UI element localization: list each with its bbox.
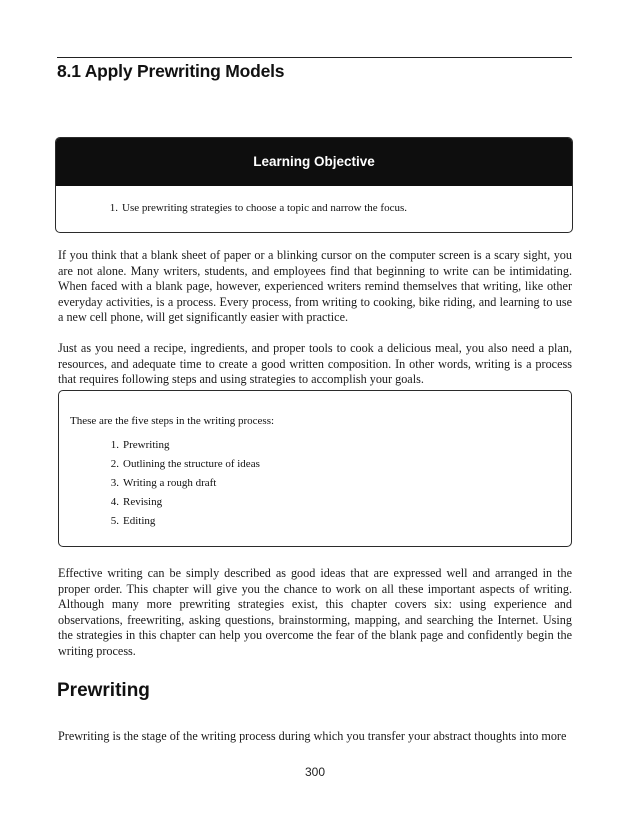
list-item-number: 5. bbox=[110, 515, 119, 527]
list-item-text: Prewriting bbox=[123, 439, 170, 451]
list-item-text: Use prewriting strategies to choose a topic and narrow the focus. bbox=[122, 202, 407, 214]
steps-list bbox=[59, 439, 571, 534]
paragraph-recipe: Just as you need a recipe, ingredients, and proper tools to cook a delicious meal, you also need a plan, resources, and adequate time to create a good written composition. In other words, writing is a process that requires following steps and using strategies to accomplish your goals. bbox=[58, 341, 572, 387]
learning-objective-body bbox=[56, 186, 572, 214]
list-item-text: Editing bbox=[123, 515, 156, 527]
list-item-text: Outlining the structure of ideas bbox=[123, 458, 260, 470]
paragraph-intro: If you think that a blank sheet of paper or a blinking cursor on the computer screen is a scary sight, you are not alone. Many writers, students, and employees find that beginning to write can be intimidating. When faced with a blank page, however, experienced writers remind themselves that writing, like other everyday activities, is a process. Every process, from writing to cooking, bike riding, and learning to use a new cell phone, will get significantly easier with practice. bbox=[58, 248, 572, 325]
list-item bbox=[59, 439, 571, 458]
list-item-number: 4. bbox=[110, 496, 119, 508]
learning-objective-box bbox=[55, 137, 573, 233]
writing-steps-box bbox=[58, 390, 572, 547]
learning-objective-item bbox=[56, 202, 572, 214]
subheading-prewriting: Prewriting bbox=[57, 680, 150, 701]
learning-objective-list bbox=[56, 202, 572, 214]
paragraph-effective-writing: Effective writing can be simply described as good ideas that are expressed well and arranged in the proper order. This chapter will give you the chance to work on all these important aspects of writing. Although many more prewriting strategies exist, this chapter covers six: using experience and observations, freewriting, asking questions, brainstorming, mapping, and searching the Internet. Using the strategies in this chapter can help you overcome the fear of the blank page and confidently begin the writing process. bbox=[58, 566, 572, 658]
paragraph-prewriting: Prewriting is the stage of the writing process during which you transfer your abstract thoughts into more bbox=[58, 729, 567, 743]
steps-intro: These are the five steps in the writing process: bbox=[70, 415, 275, 427]
list-item-number: 1. bbox=[109, 202, 118, 214]
list-item bbox=[59, 515, 571, 534]
list-item-number: 1. bbox=[110, 439, 119, 451]
header-rule bbox=[57, 57, 572, 58]
list-item-text: Writing a rough draft bbox=[123, 477, 217, 489]
list-item-number: 3. bbox=[110, 477, 119, 489]
list-item bbox=[59, 458, 571, 477]
list-item bbox=[59, 477, 571, 496]
list-item-number: 2. bbox=[110, 458, 119, 470]
page-number: 300 bbox=[304, 765, 326, 779]
list-item-text: Revising bbox=[123, 496, 163, 508]
learning-objective-header: Learning Objective bbox=[56, 138, 572, 186]
section-title: 8.1 Apply Prewriting Models bbox=[57, 61, 285, 81]
list-item bbox=[59, 496, 571, 515]
